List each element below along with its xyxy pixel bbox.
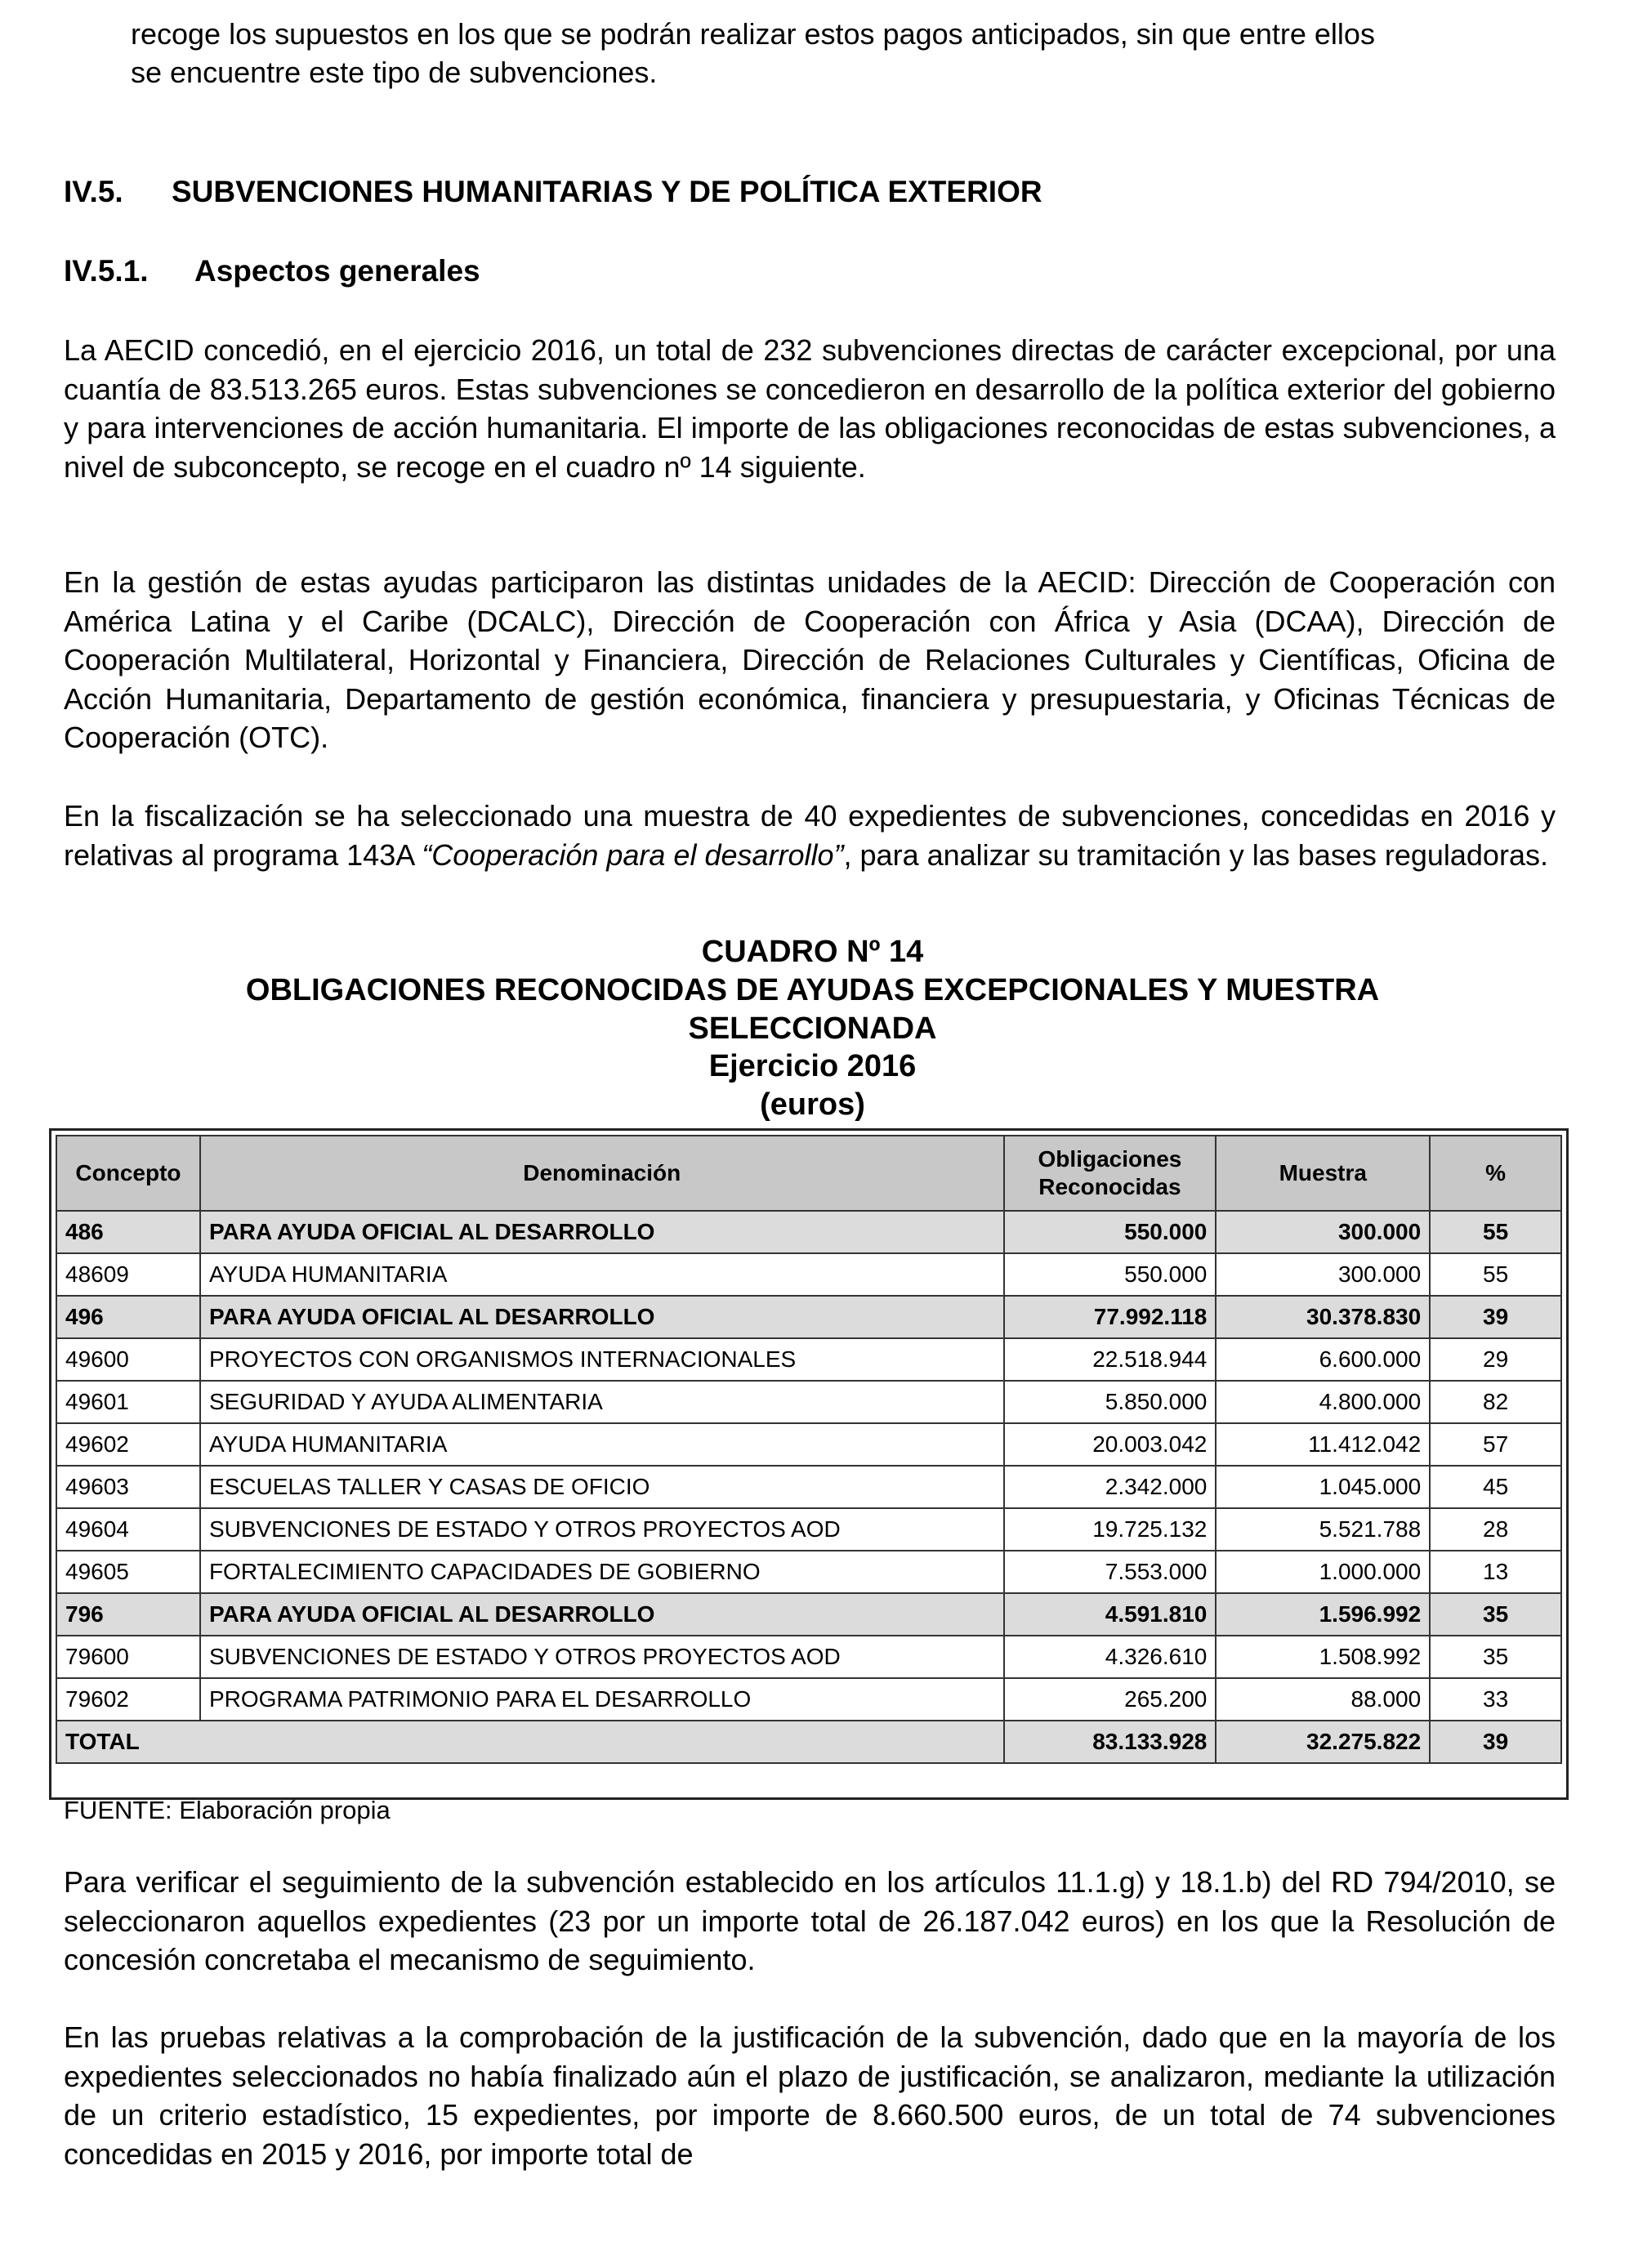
cell-muestra: 11.412.042: [1216, 1423, 1430, 1466]
cell-denominacion: PARA AYUDA OFICIAL AL DESARROLLO: [200, 1296, 1004, 1338]
cuadro-year: Ejercicio 2016: [708, 1049, 917, 1083]
subsection-heading: [64, 252, 480, 290]
header-obligaciones-line2: Reconocidas: [1038, 1174, 1181, 1199]
cell-percent: 35: [1430, 1636, 1561, 1678]
cell-percent: 57: [1430, 1423, 1561, 1466]
cell-percent: 82: [1430, 1381, 1561, 1423]
cuadro-title: OBLIGACIONES RECONOCIDAS DE AYUDAS EXCEPCIONALES Y MUESTRA: [245, 973, 1380, 1007]
paragraph-2: En la gestión de estas ayudas participaron las distintas unidades de la AECID: Dirección de Cooperación con América Latina y el Caribe (DCALC), Dirección de Cooperación con África y Asia (DCAA), Dirección de Cooperación Multilateral, Horizontal y Financiera, Dirección de Relaciones Culturales y Científicas, Oficina de Acción Humanitaria, Departamento de gestión económica, financiera y presupuestaria, y Oficinas Técnicas de Cooperación (OTC).: [64, 565, 1556, 754]
cell-concepto: 79602: [56, 1678, 200, 1721]
paragraph-3-text-a: En la fiscalización se ha seleccionado una muestra de 40 expedientes de subvenciones, concedidas en 2016 y relativas al programa 143A: [64, 799, 1556, 872]
cell-muestra: 300.000: [1216, 1211, 1430, 1253]
cell-muestra: 1.045.000: [1216, 1466, 1430, 1508]
cell-denominacion: PARA AYUDA OFICIAL AL DESARROLLO: [200, 1211, 1004, 1253]
intro-line-2: se encuentre este tipo de subvenciones.: [131, 56, 658, 89]
table-row: [56, 1296, 1561, 1338]
cuadro-number: CUADRO Nº 14: [701, 935, 924, 969]
table-row: [56, 1211, 1561, 1253]
cell-concepto: 49604: [56, 1508, 200, 1551]
cell-concepto: 48609: [56, 1253, 200, 1296]
cell-concepto: 49603: [56, 1466, 200, 1508]
cell-percent: 55: [1430, 1253, 1561, 1296]
table-row: [56, 1678, 1561, 1721]
cell-obligaciones: 2.342.000: [1004, 1466, 1217, 1508]
table-row: [56, 1636, 1561, 1678]
cell-denominacion: SEGURIDAD Y AYUDA ALIMENTARIA: [200, 1381, 1004, 1423]
cell-obligaciones: 4.591.810: [1004, 1593, 1217, 1636]
table-row: [56, 1381, 1561, 1423]
cell-obligaciones: 550.000: [1004, 1211, 1217, 1253]
table-total-row: [56, 1721, 1561, 1763]
cell-concepto: 49601: [56, 1381, 200, 1423]
cell-muestra: 88.000: [1216, 1678, 1430, 1721]
subsection-number: IV.5.1.: [64, 254, 149, 288]
cell-muestra: 30.378.830: [1216, 1296, 1430, 1338]
cell-concepto: 49600: [56, 1338, 200, 1381]
header-obligaciones: [1004, 1136, 1217, 1211]
section-heading: [64, 173, 1042, 211]
cell-percent: 55: [1430, 1211, 1561, 1253]
subsection-title: Aspectos generales: [194, 254, 480, 288]
total-muestra: 32.275.822: [1216, 1721, 1430, 1763]
cell-muestra: 6.600.000: [1216, 1338, 1430, 1381]
total-obligaciones: 83.133.928: [1004, 1721, 1217, 1763]
cell-percent: 29: [1430, 1338, 1561, 1381]
cell-obligaciones: 550.000: [1004, 1253, 1217, 1296]
cell-denominacion: ESCUELAS TALLER Y CASAS DE OFICIO: [200, 1466, 1004, 1508]
cell-concepto: 496: [56, 1296, 200, 1338]
cell-obligaciones: 19.725.132: [1004, 1508, 1217, 1551]
cuadro-title-cont: SELECCIONADA: [688, 1011, 937, 1046]
table-body: [56, 1211, 1561, 1763]
cell-obligaciones: 265.200: [1004, 1678, 1217, 1721]
cell-obligaciones: 7.553.000: [1004, 1551, 1217, 1593]
cell-percent: 39: [1430, 1296, 1561, 1338]
cell-obligaciones: 20.003.042: [1004, 1423, 1217, 1466]
cell-obligaciones: 5.850.000: [1004, 1381, 1217, 1423]
header-concepto: Concepto: [56, 1136, 200, 1211]
cell-denominacion: PARA AYUDA OFICIAL AL DESARROLLO: [200, 1593, 1004, 1636]
cell-obligaciones: 4.326.610: [1004, 1636, 1217, 1678]
program-name: “Cooperación para el desarrollo”: [422, 837, 844, 872]
paragraph-5: En las pruebas relativas a la comprobación de la justificación de la subvención, dado que en la mayoría de los expedientes seleccionados no había finalizado aún el plazo de justificación, se analizaron, mediante la utilización de un criterio estadístico, 15 expedientes, por importe de 8.660.500 euros, de un total de 74 subvenciones concedidas en 2015 y 2016, por importe total de: [64, 2020, 1556, 2171]
cell-denominacion: AYUDA HUMANITARIA: [200, 1423, 1004, 1466]
cell-denominacion: SUBVENCIONES DE ESTADO Y OTROS PROYECTOS AOD: [200, 1636, 1004, 1678]
table-row: [56, 1466, 1561, 1508]
intro-line-1: recoge los supuestos en los que se podrán realizar estos pagos anticipados, sin que entre ellos: [131, 17, 1375, 51]
paragraph-4: Para verificar el seguimiento de la subvención establecido en los artículos 11.1.g) y 18.1.b) del RD 794/2010, se seleccionaron aquellos expedientes (23 por un importe total de 26.187.042 euros) en los que la Resolución de concesión concretaba el mecanismo de seguimiento.: [64, 1865, 1556, 1976]
cell-concepto: 796: [56, 1593, 200, 1636]
cell-percent: 13: [1430, 1551, 1561, 1593]
section-number: IV.5.: [64, 175, 123, 208]
cell-concepto: 49602: [56, 1423, 200, 1466]
cuadro-table-frame: [49, 1128, 1569, 1800]
cell-muestra: 300.000: [1216, 1253, 1430, 1296]
table-row: [56, 1253, 1561, 1296]
total-percent: 39: [1430, 1721, 1561, 1763]
table-header-row: [56, 1136, 1561, 1211]
table-source: FUENTE: Elaboración propia: [64, 1796, 391, 1824]
table-row: [56, 1593, 1561, 1636]
cell-obligaciones: 22.518.944: [1004, 1338, 1217, 1381]
paragraph-3-text-b: , para analizar su tramitación y las bases reguladoras.: [843, 837, 1548, 872]
cell-denominacion: AYUDA HUMANITARIA: [200, 1253, 1004, 1296]
cuadro-units: (euros): [760, 1087, 865, 1122]
cell-denominacion: PROYECTOS CON ORGANISMOS INTERNACIONALES: [200, 1338, 1004, 1381]
cell-obligaciones: 77.992.118: [1004, 1296, 1217, 1338]
cell-muestra: 1.508.992: [1216, 1636, 1430, 1678]
header-muestra: Muestra: [1216, 1136, 1430, 1211]
cell-percent: 33: [1430, 1678, 1561, 1721]
cell-denominacion: SUBVENCIONES DE ESTADO Y OTROS PROYECTOS AOD: [200, 1508, 1004, 1551]
table-row: [56, 1423, 1561, 1466]
paragraph-1: La AECID concedió, en el ejercicio 2016, un total de 232 subvenciones directas de carácter excepcional, por una cuantía de 83.513.265 euros. Estas subvenciones se concedieron en desarrollo de la política exterior del gobierno y para intervenciones de acción humanitaria. El importe de las obligaciones reconocidas de estas subvenciones, a nivel de subconcepto, se recoge en el cuadro nº 14 siguiente.: [64, 333, 1556, 484]
cell-percent: 28: [1430, 1508, 1561, 1551]
table-row: [56, 1508, 1561, 1551]
cell-muestra: 4.800.000: [1216, 1381, 1430, 1423]
section-title: SUBVENCIONES HUMANITARIAS Y DE POLÍTICA EXTERIOR: [172, 175, 1042, 208]
cell-percent: 45: [1430, 1466, 1561, 1508]
cell-denominacion: FORTALECIMIENTO CAPACIDADES DE GOBIERNO: [200, 1551, 1004, 1593]
header-denominacion: Denominación: [200, 1136, 1004, 1211]
cell-muestra: 5.521.788: [1216, 1508, 1430, 1551]
cell-muestra: 1.596.992: [1216, 1593, 1430, 1636]
cell-concepto: 79600: [56, 1636, 200, 1678]
cell-concepto: 49605: [56, 1551, 200, 1593]
cell-concepto: 486: [56, 1211, 200, 1253]
header-obligaciones-line1: Obligaciones: [1038, 1146, 1182, 1172]
cell-muestra: 1.000.000: [1216, 1551, 1430, 1593]
paragraph-3: [64, 797, 1556, 874]
total-label: TOTAL: [56, 1721, 1004, 1763]
cell-denominacion: PROGRAMA PATRIMONIO PARA EL DESARROLLO: [200, 1678, 1004, 1721]
cuadro-table: [56, 1135, 1562, 1764]
table-row: [56, 1551, 1561, 1593]
table-row: [56, 1338, 1561, 1381]
cell-percent: 35: [1430, 1593, 1561, 1636]
header-percent: %: [1430, 1136, 1561, 1211]
